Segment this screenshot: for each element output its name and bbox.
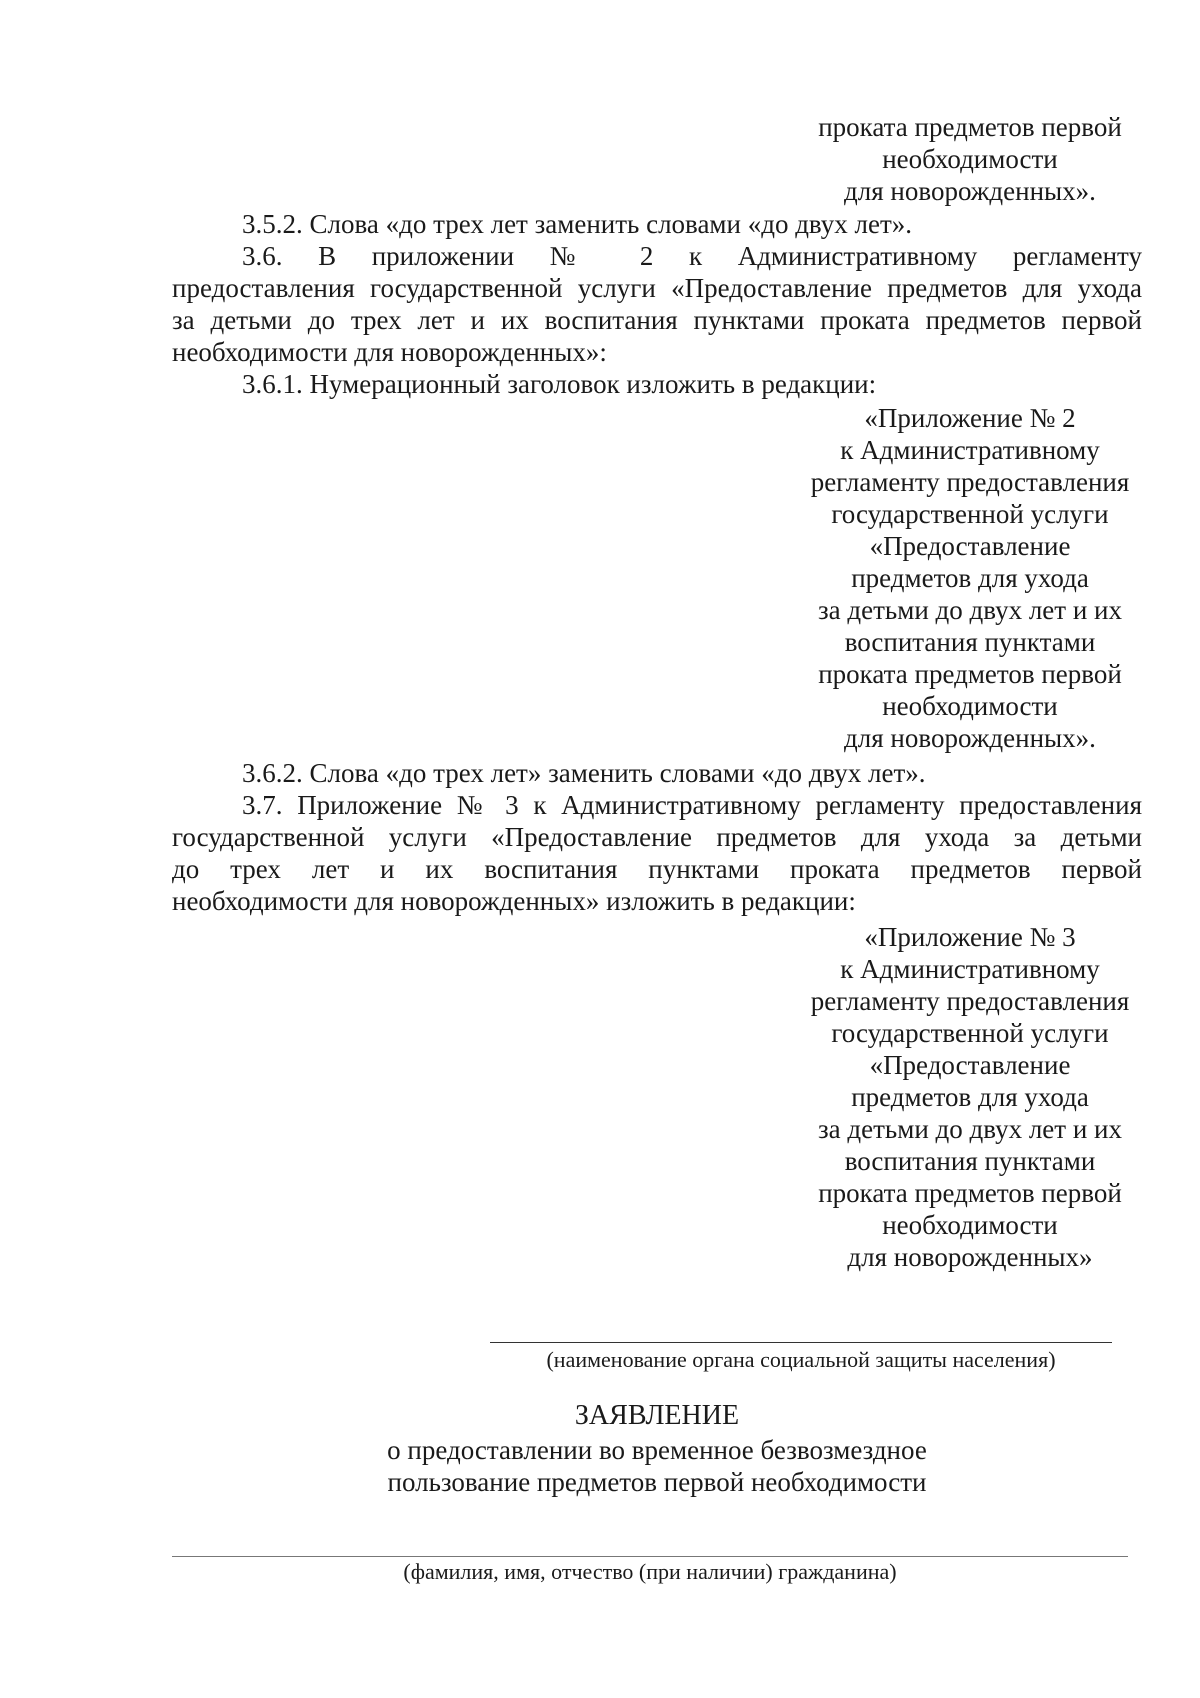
text-line: для новорожденных». [844,723,1096,753]
text-line: государственной услуги «Предоставление предметов для ухода за детьми [172,822,1142,852]
text-line: необходимости для новорожденных» изложить в редакции: [172,886,856,916]
paragraph-3-5-2: 3.5.2. Слова «до трех лет заменить словами «до двух лет». [242,209,913,239]
statement-subtitle-line: о предоставлении во временное безвозмездное [387,1435,927,1465]
text-line: необходимости [882,144,1058,174]
text-line: регламенту предоставления [810,986,1130,1016]
text-line: государственной услуги [831,499,1109,529]
text-line: за детьми до двух лет и их [818,1114,1122,1144]
text-line: к Административному [840,435,1100,465]
paragraph-3-6-2: 3.6.2. Слова «до трех лет» заменить словами «до двух лет». [242,758,926,788]
text-line: к Административному [840,954,1100,984]
citizen-name-blank-line [172,1556,1128,1557]
text-line: государственной услуги [831,1018,1109,1048]
text-line: «Предоставление [869,1050,1071,1080]
text-line: предоставления государственной услуги «Предоставление предметов для ухода [172,273,1142,303]
text-line: предметов для ухода [851,563,1089,593]
text-line: проката предметов первой [818,1178,1122,1208]
text-line: воспитания пунктами [844,1146,1096,1176]
organ-name-caption: (наименование органа социальной защиты населения) [546,1347,1056,1372]
text-line: до трех лет и их воспитания пунктами проката предметов первой [172,854,1142,884]
text-line: необходимости для новорожденных»: [172,337,607,367]
text-line: проката предметов первой [818,659,1122,689]
text-line: необходимости [882,1210,1058,1240]
text-line: необходимости [882,691,1058,721]
text-line: 3.7. Приложение № 3 к Административному регламенту предоставления [242,790,1142,820]
text-line: предметов для ухода [851,1082,1089,1112]
citizen-name-caption: (фамилия, имя, отчество (при наличии) гражданина) [403,1559,897,1584]
text-line: за детьми до двух лет и их [818,595,1122,625]
text-line: «Приложение № 2 [864,403,1076,433]
paragraph-3-6-1: 3.6.1. Нумерационный заголовок изложить в редакции: [242,369,877,399]
text-line: «Предоставление [869,531,1071,561]
text-line: проката предметов первой [818,112,1122,142]
text-line: воспитания пунктами [844,627,1096,657]
statement-title: ЗАЯВЛЕНИЕ [574,1400,740,1431]
statement-subtitle-line: пользование предметов первой необходимости [387,1467,927,1497]
organ-name-blank-line [490,1342,1112,1343]
text-line: за детьми до трех лет и их воспитания пунктами проката предметов первой [172,305,1142,335]
text-line: для новорожденных» [847,1242,1093,1272]
text-line: «Приложение № 3 [864,922,1076,952]
text-line: для новорожденных». [844,176,1096,206]
text-line: регламенту предоставления [810,467,1130,497]
text-line: 3.6. В приложении № 2 к Административному регламенту [242,241,1142,271]
